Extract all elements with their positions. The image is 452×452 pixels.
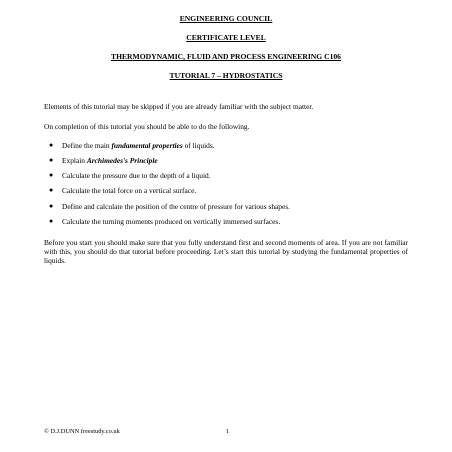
- footer-copyright: © D.J.DUNN freestudy.co.uk: [44, 428, 120, 435]
- heading-course: THERMODYNAMIC, FLUID AND PROCESS ENGINEERING C106: [111, 52, 341, 61]
- objective-item: [49, 217, 402, 226]
- bullet-icon: ●: [49, 156, 54, 164]
- bullet-icon: ●: [49, 217, 54, 225]
- page-number: 1: [226, 428, 230, 435]
- objective-item: [49, 156, 402, 165]
- objective-text: Explain: [62, 156, 87, 165]
- objective-text: of liquids.: [182, 141, 215, 150]
- bullet-icon: ●: [49, 171, 54, 179]
- skip-note: Elements of this tutorial may be skipped if you are already familiar with the subject matter.: [44, 102, 314, 111]
- heading-council: ENGINEERING COUNCIL: [179, 14, 273, 23]
- objective-item: [49, 141, 402, 150]
- objective-emphasis: fundamental properties: [111, 141, 183, 150]
- objective-emphasis: Archimedes's Principle: [86, 156, 158, 165]
- objective-text: Calculate the pressure due to the depth of a liquid.: [62, 171, 211, 180]
- objective-item: [49, 202, 402, 211]
- heading-tutorial: TUTORIAL 7 – HYDROSTATICS: [169, 71, 283, 80]
- bullet-icon: ●: [49, 202, 54, 210]
- closing-paragraph: Before you start you should make sure that you fully understand first and second moments of area. If you are not familiar with this, you should do that tutorial before proceeding. Let’s start this tutorial by studying the fundamental properties of liquids.: [44, 238, 408, 265]
- bullet-icon: ●: [49, 186, 54, 194]
- objective-text: Define and calculate the position of the centre of pressure for various shapes.: [62, 202, 290, 211]
- objective-text: Define the main: [62, 141, 112, 150]
- objective-item: [49, 171, 402, 180]
- bullet-icon: ●: [49, 141, 54, 149]
- heading-level: CERTIFICATE LEVEL: [186, 33, 266, 42]
- objective-text: Calculate the total force on a vertical surface.: [62, 186, 197, 195]
- objective-text: Calculate the turning moments produced on vertically immersed surfaces.: [62, 217, 281, 226]
- objectives-lead: On completion of this tutorial you should be able to do the following.: [44, 122, 250, 131]
- objective-item: [49, 186, 402, 195]
